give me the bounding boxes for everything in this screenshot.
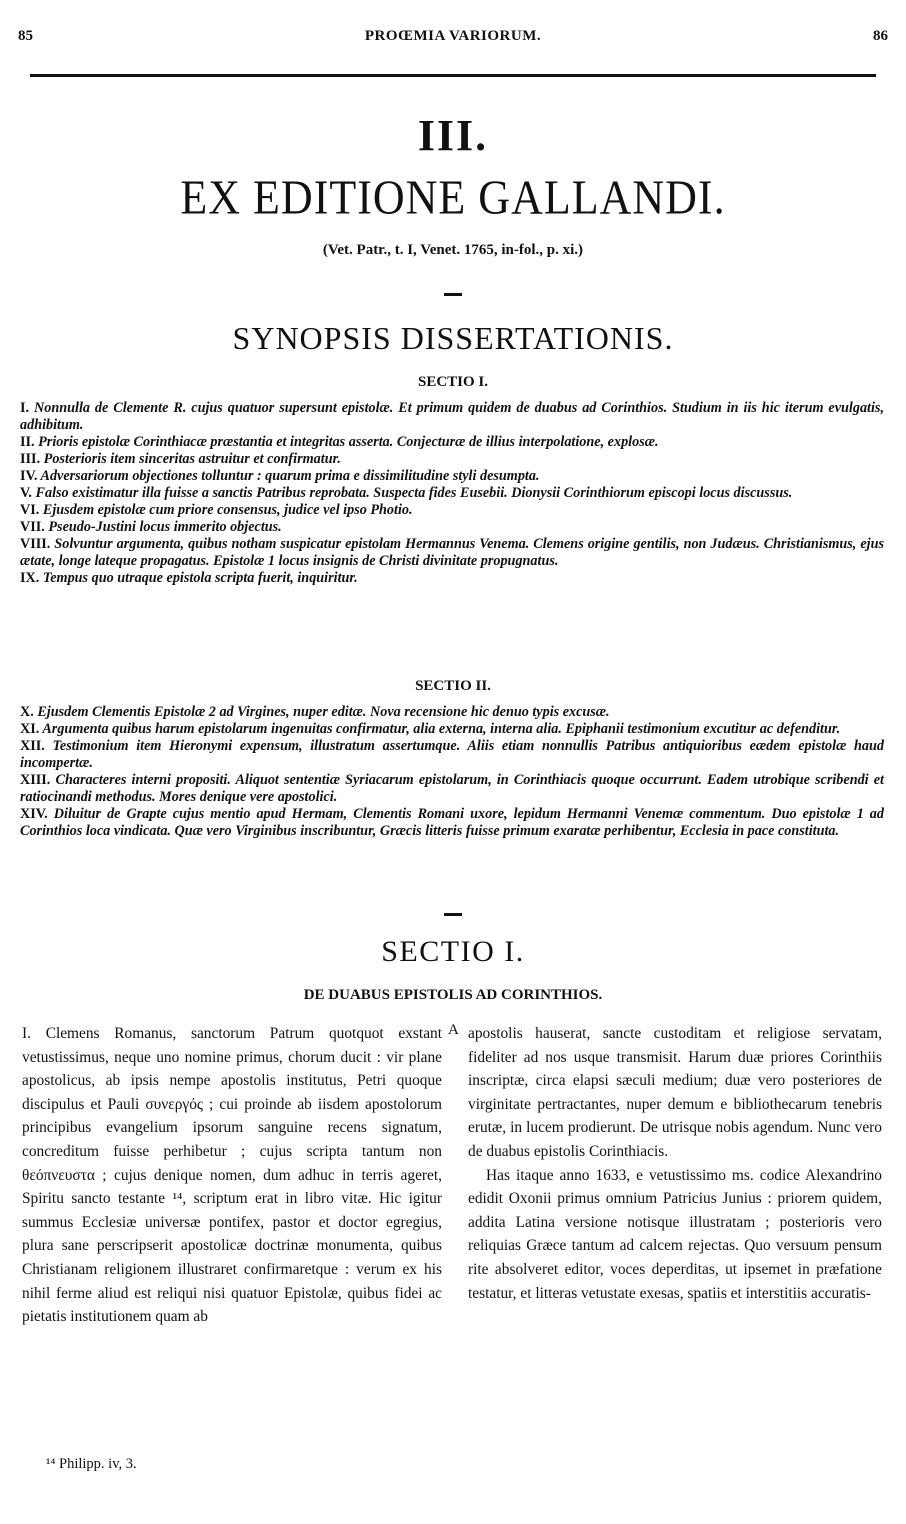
synopsis-item xyxy=(20,738,884,772)
synopsis-item-text: Solvuntur argumenta, quibus notham suspicatur epistolam Hermannus Venema. Clemens origine gentilis, non Judæus. Christianismus, ejus ætate, longe lateque propagatus. Epistolæ 1 locus insignis de Christi divinitate propugnatus. xyxy=(20,536,884,569)
synopsis-item-number: II. xyxy=(20,434,35,450)
synopsis-item xyxy=(20,468,884,485)
synopsis-item-text: Posterioris item sinceritas astruitur et confirmatur. xyxy=(40,451,341,467)
synopsis-item-text: Diluitur de Grapte cujus mentio apud Hermam, Clementis Romani uxore, lepidum Hermanni Venemæ commentum. Duo epistolæ 1 ad Corinthios loca vindicata. Quæ vero Virginibus inscribuntur, Græcis litteris fuisse primum exaratæ perhibentur, Ecclesia in pace constituta. xyxy=(20,806,884,839)
part-title: EX EDITIONE GALLANDI. xyxy=(180,170,726,225)
running-title: PROŒMIA VARIORUM. xyxy=(364,28,542,44)
synopsis-item xyxy=(20,519,884,536)
synopsis-item-text: Adversariorum objectiones tolluntur : quarum prima e dissimilitudine styli desumpta. xyxy=(37,468,540,484)
synopsis-item-number: X. xyxy=(20,704,34,720)
footnote: ¹⁴ Philipp. iv, 3. xyxy=(46,1456,137,1472)
divider-dash xyxy=(444,913,462,916)
synopsis-sectio-2-list xyxy=(20,704,884,840)
synopsis-item xyxy=(20,772,884,806)
synopsis-item xyxy=(20,536,884,570)
synopsis-item xyxy=(20,400,884,434)
synopsis-item-number: VIII. xyxy=(20,536,51,552)
synopsis-item xyxy=(20,806,884,840)
synopsis-sectio-1-label: SECTIO I. xyxy=(417,374,489,390)
left-column-paragraph: I. Clemens Romanus, sanctorum Patrum quotquot exstant vetustissimus, neque uno nomine primus, chorum ducit : vir plane apostolicus, ab ipsis nempe apostolis institutus, Petri quoque discipulus et Pauli συνεργός ; cui proinde ab iisdem apostolorum principibus evangelium ipsorum sanguine recens signatum, concreditum fuisse perhibetur ; cujus scripta tantum non θεόπνευστα ; cujus denique nomen, dum adhuc in terris ageret, Spiritu sancto testante ¹⁴, scriptum erat in libro vitæ. Hic igitur summus Ecclesiæ universæ pontifex, pastor et doctor egregius, plura sane perscripserit apostolicæ doctrinæ monumenta, quibus Christianam religionem illustraret confirmaretque : verum ex his nihil ferme aliud est reliqui nisi quatuor Epistolæ, quibus fidei ac pietatis institutionem quam ab xyxy=(22,1025,442,1326)
synopsis-item xyxy=(20,451,884,468)
synopsis-item xyxy=(20,721,884,738)
page-number-left: 85 xyxy=(18,28,33,44)
synopsis-item-text: Ejusdem epistolæ cum priore consensus, judice vel ipso Photio. xyxy=(39,502,413,518)
synopsis-item-text: Testimonium item Hieronymi expensum, illustratum assertumque. Aliis etiam nonnullis Patribus antiquioribus eædem epistolæ haud incompertæ. xyxy=(20,738,884,771)
edition-reference: (Vet. Patr., t. I, Venet. 1765, in-fol., p. xi.) xyxy=(322,242,584,258)
synopsis-item-number: III. xyxy=(20,451,41,467)
part-number: III. xyxy=(417,111,489,160)
section-subtitle: DE DUABUS EPISTOLIS AD CORINTHIOS. xyxy=(303,987,603,1003)
synopsis-item-number: XII. xyxy=(20,738,45,754)
synopsis-item-text: Falso existimatur illa fuisse a sanctis Patribus reprobata. Suspecta fides Eusebii. Dionysii Corinthiorum episcopi locus discussus. xyxy=(31,485,793,501)
synopsis-item-number: IX. xyxy=(20,570,40,586)
synopsis-item-text: Nonnulla de Clemente R. cujus quatuor supersunt epistolæ. Et primum quidem de duabus ad Corinthios. Studium in iis hic iterum evulgatis, adhibitum. xyxy=(20,400,884,433)
section-title: SECTIO I. xyxy=(381,935,525,968)
synopsis-item-number: VI. xyxy=(20,502,40,518)
synopsis-item-text: Ejusdem Clementis Epistolæ 2 ad Virgines, nuper editæ. Nova recensione hic denuo typis excusæ. xyxy=(33,704,610,720)
synopsis-item-text: Tempus quo utraque epistola scripta fuerit, inquiritur. xyxy=(39,570,358,586)
left-column xyxy=(22,1022,442,1329)
right-column-paragraph-1: apostolis hauserat, sancte custoditam et religiose servatam, fideliter ad nos usque transmisit. Harum duæ priores Corinthiis inscriptæ, circa elapsi sæculi medium; duæ vero posteriores de virginitate pertractantes, nuper demum e bibliothecarum tenebris erutæ, in lucem prodierunt. De utrisque nobis agendum. Nunc vero de duabus epistolis Corinthiacis. xyxy=(468,1025,882,1160)
header-rule xyxy=(30,74,876,77)
synopsis-item xyxy=(20,704,884,721)
synopsis-sectio-2-label: SECTIO II. xyxy=(415,678,491,694)
synopsis-item-number: VII. xyxy=(20,519,45,535)
synopsis-item-text: Prioris epistolæ Corinthiacæ præstantia et integritas asserta. Conjecturæ de illius interpolatione, explosæ. xyxy=(34,434,659,450)
right-column-paragraph-2: Has itaque anno 1633, e vetustissimo ms. codice Alexandrino edidit Oxonii primus omnium Patricius Junius : priorem quidem, addita Latina versione notisque illustratam ; posterioris vero reliquias Græce tantum ad calcem rejectas. Quo versuum pensum rite absolveret editor, voces deperditas, ut ipsemet in præfatione testatur, et litteras vetustate exesas, spatiis et interstitiis accuratis- xyxy=(468,1166,882,1302)
synopsis-sectio-1-list xyxy=(20,400,884,587)
running-header xyxy=(18,28,888,50)
divider-dash xyxy=(444,293,462,296)
page-number-right: 86 xyxy=(873,28,888,44)
synopsis-item-number: XI. xyxy=(20,721,40,737)
synopsis-item xyxy=(20,502,884,519)
synopsis-item-number: XIV. xyxy=(20,806,48,822)
synopsis-title: SYNOPSIS DISSERTATIONIS. xyxy=(232,320,674,356)
synopsis-item-number: I. xyxy=(20,400,30,416)
synopsis-item-number: V. xyxy=(20,485,32,501)
synopsis-item xyxy=(20,485,884,502)
column-marker: A xyxy=(448,1022,459,1038)
synopsis-item xyxy=(20,434,884,451)
synopsis-item-text: Pseudo-Justini locus immerito objectus. xyxy=(44,519,282,535)
right-column xyxy=(468,1022,882,1305)
synopsis-item-text: Argumenta quibus harum epistolarum ingenuitas confirmatur, alia externa, interna alia. Epiphanii testimonium excutitur ac defenditur. xyxy=(39,721,841,737)
synopsis-item-number: XIII. xyxy=(20,772,51,788)
synopsis-item-number: IV. xyxy=(20,468,38,484)
synopsis-item-text: Characteres interni propositi. Aliquot sententiæ Syriacarum epistolarum, in Corinthiacis quoque occurrunt. Eadem utrobique scribendi et ratiocinandi methodus. Mores denique vere apostolici. xyxy=(20,772,884,805)
synopsis-item xyxy=(20,570,884,587)
